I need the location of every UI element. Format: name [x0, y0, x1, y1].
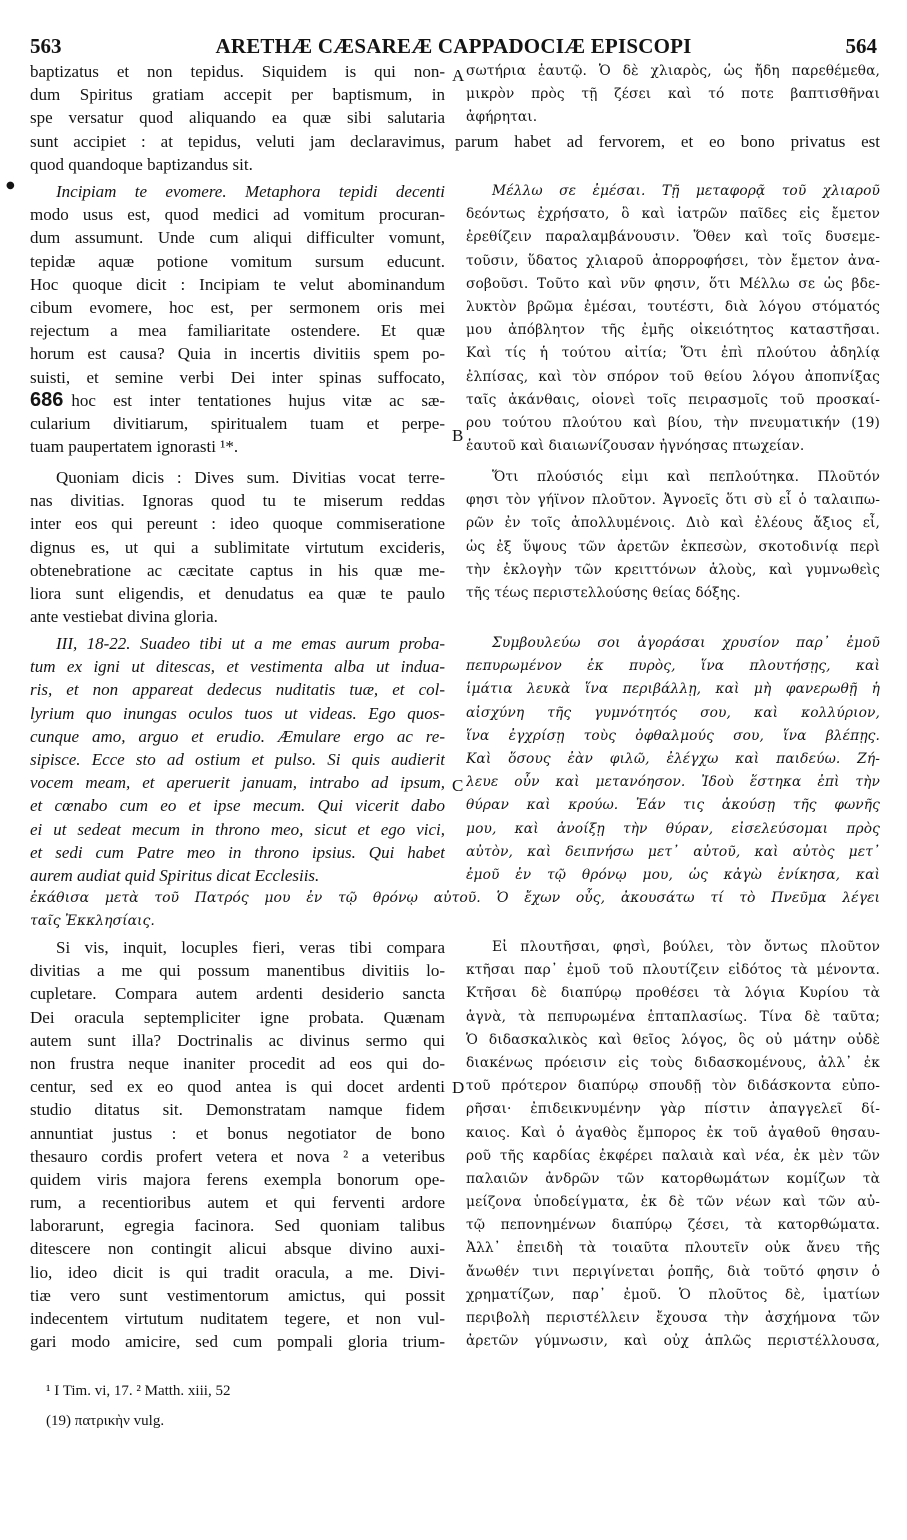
margin-letter-d: D [452, 1078, 465, 1097]
latin-line: rejectum a mea familiaritate ostendere. Et quæ [30, 321, 445, 341]
greek-line: Καὶ ὅσους ἐὰν φιλῶ, ἐλέγχω καὶ παιδεύω. Ζή- [466, 750, 880, 767]
latin-line: baptizatus et non tepidus. Siquidem is qui non- [30, 62, 445, 81]
latin-line: thesauro cordis profert vetera et nova ² a veteribus [30, 1146, 445, 1166]
latin-line: Dei oracula septempliciter igne probata. Quænam [30, 1007, 445, 1027]
greek-line: πεπυρωμένον ἐκ πυρὸς, ἵνα πλουτήσῃς, καὶ [466, 658, 880, 675]
latin-line: et sedi cum Patre meo in throno ipsius. Qui habet [30, 842, 445, 862]
right-page-number: 564 [845, 34, 877, 58]
latin-line: non frustra neque inaniter procedit ad eos qui do- [30, 1053, 445, 1073]
latin-line: cibum evomere, hoc est, per sermonem oris mei [30, 297, 445, 317]
latin-line: Quoniam dicis : Dives sum. Divitias vocat terre- [56, 468, 445, 487]
latin-line: Si vis, inquit, locuples fieri, veras tibi compara [56, 938, 445, 957]
latin-line: annuntiat justus : et bonus negotiator de bono [30, 1123, 445, 1143]
latin-line: lio, ideo dicit is qui tradit oracula, a me. Divi- [30, 1262, 445, 1282]
latin-paragraph-quoniam [30, 466, 445, 628]
latin-top-end [30, 153, 445, 176]
latin-line: autem sunt illa? Doctrinalis ac divinus sermo qui [30, 1030, 445, 1050]
greek-line: τῷ πεπονημένων διαπύρῳ ζέσει, τὰ κατορθώματα. [466, 1217, 880, 1234]
greek-paragraph-ei-ploutesai [466, 936, 880, 1353]
latin-line: tuam paupertatem ignorasti ¹*. [30, 437, 239, 457]
footnote-references: ¹ I Tim. vi, 17. ² Matth. xiii, 52 [46, 1383, 231, 1399]
greek-line: ταῖς Ἐκκλησίαις. [30, 913, 155, 930]
greek-line: αὐτὸν, καὶ δειπνήσω μετ᾽ αὐτοῦ, καὶ αὐτὸς μετ᾽ [466, 843, 880, 860]
greek-line: τῆς τέως περιστελλούσης θείας δόξης. [466, 584, 741, 601]
latin-line: vocem meam, et aperuerit januam, intrabo ad ipsum, [30, 773, 445, 793]
greek-line: ἐκάθισα μετὰ τοῦ Πατρός μου ἐν τῷ θρόνῳ αὐτοῦ. Ὁ ἔχων οὖς, ἀκουσάτω τί τὸ Πνεῦμα λέγει [30, 890, 880, 906]
greek-line: Ὁ διδασκαλικὸς καὶ θεῖος λόγος, ὃς οὐ μάτην οὐδὲ [466, 1031, 880, 1048]
greek-line: Συμβουλεύω σοι ἀγοράσαι χρυσίον παρ᾽ ἐμοῦ [492, 635, 880, 651]
greek-line: σοβοῦσι. Τοῦτο καὶ νῦν φησιν, ὅτι Μέλλω σε ὡς βδε- [466, 275, 880, 292]
latin-line: tepidæ aquæ potione vomitum sursum educunt. [30, 251, 445, 271]
greek-line: διακένως πρόεισιν εἰς τοὺς διδασκομένους, ἀλλ᾽ ἐκ [466, 1054, 880, 1071]
side-number: 686 [30, 388, 64, 411]
latin-line: gari modo amicire, sed cum pompali gloria trium- [30, 1332, 445, 1352]
latin-line: ditescere non contingit alicui absque divino auxi- [30, 1239, 445, 1259]
latin-line: cupletare. Compara autem ardenti desiderio sancta [30, 984, 445, 1004]
greek-line: λευε οὖν καὶ μετανόησον. Ἰδοὺ ἕστηκα ἐπὶ τὴν [466, 774, 880, 791]
latin-line: ris, et non appareat dedecus nuditatis tuæ, et col- [30, 680, 445, 700]
greek-line: Ὅτι πλούσιός εἰμι καὶ πεπλούτηκα. Πλοῦτόν [492, 469, 880, 485]
latin-line: indecentem virtutum nuditatem tegere, et non vul- [30, 1309, 445, 1328]
greek-line: Εἰ πλουτῆσαι, φησὶ, βούλει, τὸν ὄντως πλοῦτον [492, 939, 880, 955]
greek-line: ἀφήρηται. [466, 109, 538, 126]
latin-line: horum est causa? Quia in incertis divitiis spem po- [30, 344, 445, 364]
greek-line: ρου τούτου πλούτου καὶ βίου, τὴν πνευματικήν (19) [466, 414, 880, 431]
greek-line: ἐλπίσας, καὶ τὸν σπόρον τοῦ θείου λόγου ἀποπνίξας [466, 368, 880, 385]
greek-line: δεόντως ἐχρήσατο, ὃ καὶ ἰατρῶν παῖδες εἰς ἔμετον [466, 206, 880, 223]
greek-line: ὡς ἐξ ὕψους τῶν ἀρετῶν ἐκπεσὼν, σκοτοδινίᾳ περὶ [466, 538, 880, 555]
greek-line: περιβολὴ περιστέλλειν ἔχουσα τὴν ἀσχήμονα τῶν [466, 1310, 880, 1326]
greek-line: τὴν ἐκλογὴν τῶν κρειττόνων ἁλοὺς, καὶ γυμνωθεὶς [466, 561, 880, 578]
greek-line: μου ἀπόβλητον τῆς ἐμῆς οἰκειότητος καταστῆσαι. [466, 322, 880, 339]
greek-line: Καὶ τίς ἡ τούτου αἰτία; Ὅτι ἐπὶ πλούτου ἀδηλίᾳ [466, 345, 880, 362]
latin-line: dum Spiritus gratiam accepit per baptismum, in [30, 85, 445, 105]
latin-line: Incipiam te evomere. Metaphora tepidi decenti [56, 182, 445, 201]
greek-line: Μέλλω σε ἐμέσαι. Τῇ μεταφορᾷ τοῦ χλιαροῦ [492, 183, 880, 199]
greek-line: ἄνωθέν τινι περιγίνεται ῥοπῆς, διὰ τοῦτό φησιν ὁ [466, 1263, 880, 1280]
greek-line: τοῦσιν, ὕδατος χλιαροῦ ἀπορροφήσει, τὸν ἔμετον ἀνα- [466, 252, 880, 269]
greek-line: σωτήρια ἑαυτῷ. Ὁ δὲ χλιαρὸς, ὡς ἤδη παρεθέμεθα, [466, 63, 880, 79]
greek-line: ἵνα ἐγχρίσῃ τοὺς ὀφθαλμούς σου, ἵνα βλέπῃς. [466, 727, 880, 744]
greek-top-block [466, 60, 880, 130]
latin-line: cularium divitiarum, spiritualem tuam et perpe- [30, 413, 445, 433]
page-header [30, 34, 877, 60]
margin-letter-b: B [452, 426, 464, 445]
latin-paragraph-si-vis [30, 936, 445, 1353]
latin-line: tiæ vero sunt vestimentorum amictus, qui possit [30, 1285, 445, 1305]
greek-line: λυκτὸν βρῶμα ἐμέσαι, τουτέστι, διὰ λόγου στόματός [466, 298, 880, 315]
greek-line: ἱμάτια λευκὰ ἵνα περιβάλλῃ, καὶ μὴ φανερωθῇ ἡ [466, 681, 880, 698]
parum-line: parum habet ad fervorem, et eo bono privatus est [455, 131, 880, 151]
greek-full-width [30, 887, 880, 933]
greek-paragraph-mello [466, 180, 880, 458]
latin-line-with-number: 686 hoc est inter tentationes hujus vitæ ac sæ- [30, 388, 445, 411]
greek-line: Ἀλλ᾽ ἐπειδὴ τὰ τοιαῦτα πλουτεῖν οὐκ ἄνευ τῆς [466, 1240, 880, 1257]
latin-line: modo usus est, quod medici ad vomitum procuran- [30, 205, 445, 225]
left-page-number: 563 [30, 34, 62, 58]
latin-line: nas divitias. Ignoras quod tu te miserum reddas [30, 491, 445, 511]
latin-line: laborarunt, egregia facinora. Sed quoniam talibus [30, 1216, 445, 1236]
latin-line: dum assumunt. Unde cum aliqui difficulter vomunt, [30, 228, 445, 248]
latin-line: obtenebratione ac cæcitate captus in his quæ me- [30, 560, 445, 580]
greek-line: κτῆσαι παρ᾽ ἐμοῦ τοῦ πλουτίζειν εἰδότος τὰ μένοντα. [466, 962, 880, 979]
latin-line: sipisce. Ecce sto ad ostium et pulso. Si quis audierit [30, 749, 445, 769]
latin-line: liora sunt eligendis, et denudatus ea quæ te paulo [30, 583, 445, 603]
latin-line: tum ex igni ut ditescas, et vestimenta alba ut indua- [30, 657, 445, 677]
greek-line: ροῦ τῆς καρδίας ἐκφέρει παλαιὰ καὶ νέα, ἐκ μὲν τῶν [466, 1147, 880, 1164]
latin-line: dignus es, ut qui a sublimitate virtutum excideris, [30, 537, 445, 557]
latin-line: sunt accipiet : at tepidus, veluti jam declaravimus, [30, 131, 445, 151]
latin-paragraph-incipiam [30, 180, 445, 458]
latin-line: ante vestiebat divina gloria. [30, 607, 218, 627]
latin-line: studio ditatus sit. Demonstratam namque fidem [30, 1100, 445, 1120]
greek-line: ἁγνὰ, τὰ πεπυρωμένα ἑπταπλασίως. Τίνα δὲ ταῦτα; [466, 1008, 880, 1025]
latin-line: quod quandoque baptizandus sit. [30, 154, 253, 174]
latin-line: III, 18-22. Suadeo tibi ut a me emas aurum proba- [56, 634, 445, 653]
greek-line: θύραν καὶ κρούω. Ἐάν τις ἀκούσῃ τῆς φωνῆς [466, 797, 880, 814]
latin-line: rum, a recentioribus autem et qui ferventi ardore [30, 1193, 445, 1213]
latin-top-block [30, 60, 445, 153]
greek-line: ἐμοῦ ἐν τῷ θρόνῳ μου, ὡς κἀγὼ ἐνίκησα, καὶ [466, 866, 880, 883]
latin-line: quidem viris majora ferens exempla bonorum ope- [30, 1169, 445, 1189]
greek-paragraph-hoti [466, 466, 880, 605]
latin-line: divitias a me qui possum manentibus divitiis lo- [30, 961, 445, 981]
footnote-variant: (19) πατρικὴν vulg. [46, 1413, 165, 1429]
latin-paragraph-suadeo [30, 632, 445, 887]
greek-line: αἰσχύνη τῆς γυμνότητός σου, καὶ κολλύριον, [466, 704, 880, 721]
greek-line: ἐρεθίζειν παραλαμβάνουσιν. Ὅθεν καὶ τοῖς δυσεμε- [466, 229, 880, 246]
margin-letter-a: A [452, 66, 465, 85]
greek-line: καιος. Καὶ ὁ ἀγαθὸς ἔμπορος ἐκ τοῦ ἀγαθοῦ θησαυ- [466, 1124, 880, 1141]
latin-line: inter eos qui pereunt : ideo quoque commiseratione [30, 514, 445, 534]
greek-line: μείζονα ὑποδείγματα, ἐκ δὲ τῶν νέων καὶ τῶν αὐ- [466, 1194, 880, 1211]
footnotes [46, 1376, 230, 1436]
latin-line: lyrium quo inungas oculos tuos ut videas. Ego quos- [30, 703, 445, 723]
latin-line: ei ut sedeat mecum in throno meo, sicut et ego vici, [30, 819, 445, 839]
margin-letter-c: C [452, 776, 464, 795]
greek-line: φησι τὸν γήϊνον πλοῦτον. Ἀγνοεῖς ὅτι σὺ εἶ ὁ ταλαιπω- [466, 492, 880, 509]
latin-line: aurem audiat quid Spiritus dicat Ecclesiis. [30, 865, 320, 885]
greek-line: ρῶν ἐν τοῖς ἀπολλυμένοις. Διὸ καὶ ἐλέους ἄξιος εἶ, [466, 515, 880, 532]
greek-line: μικρὸν πρὸς τῇ ζέσει καὶ τό ποτε βαπτισθῆναι [466, 86, 880, 103]
greek-line: Κτῆσαι δὲ διαπύρῳ προθέσει τὰ λόγια Κυρίου τὰ [466, 985, 880, 1002]
latin-line: et cœnabo cum eo et ipse mecum. Qui vicerit dabo [30, 796, 445, 816]
greek-line: ἑαυτοῦ καὶ διαιωνίζουσαν ἠγνόησας πτωχείαν. [466, 438, 805, 455]
latin-line: cunque amo, arguo et erudio. Æmulare ergo ac re- [30, 726, 445, 746]
greek-line: παλαιῶν ἀνδρῶν τῶν κατορθωμάτων κομίζων τὰ [466, 1170, 880, 1187]
greek-line: τοῦ πρότερον διαπύρῳ σπουδῇ τὸν διδάσκοντα εὐπο- [466, 1078, 880, 1095]
latin-line: spe versatur quod aliquando ea quæ sibi salutaria [30, 108, 445, 128]
greek-line: χρηματίζων, παρ᾽ ἐμοῦ. Ὁ πλοῦτος δὲ, ἱματίων [466, 1286, 880, 1303]
latin-line: suisti, et semine verbi Dei inter spinas suffocato, [30, 367, 445, 387]
greek-line: ἀρετῶν γύμνωσιν, καὶ οὐχ ἁπλῶς περιστέλλουσα, [466, 1333, 880, 1350]
greek-line: ταῖς ἀκάνθαις, οἱονεὶ τοῖς πειρασμοῖς τοῦ προσκαί- [466, 391, 880, 408]
greek-line: ρῆσαι· ἐπιδεικνυμένην γὰρ πίστιν ἀπαγγελεῖ δί- [466, 1101, 880, 1118]
latin-line: Hoc quoque dicit : Incipiam te velut abominandum [30, 274, 445, 294]
greek-line: μου, καὶ ἀνοίξῃ τὴν θύραν, εἰσελεύσομαι πρὸς [466, 820, 880, 837]
margin-bullet: ● [6, 180, 15, 191]
latin-line: centur, sed ex eo quod antea is qui docet ardenti [30, 1077, 445, 1097]
greek-paragraph-symbouleuo [466, 632, 880, 887]
running-title: ARETHÆ CÆSAREÆ CAPPADOCIÆ EPISCOPI [215, 34, 692, 58]
